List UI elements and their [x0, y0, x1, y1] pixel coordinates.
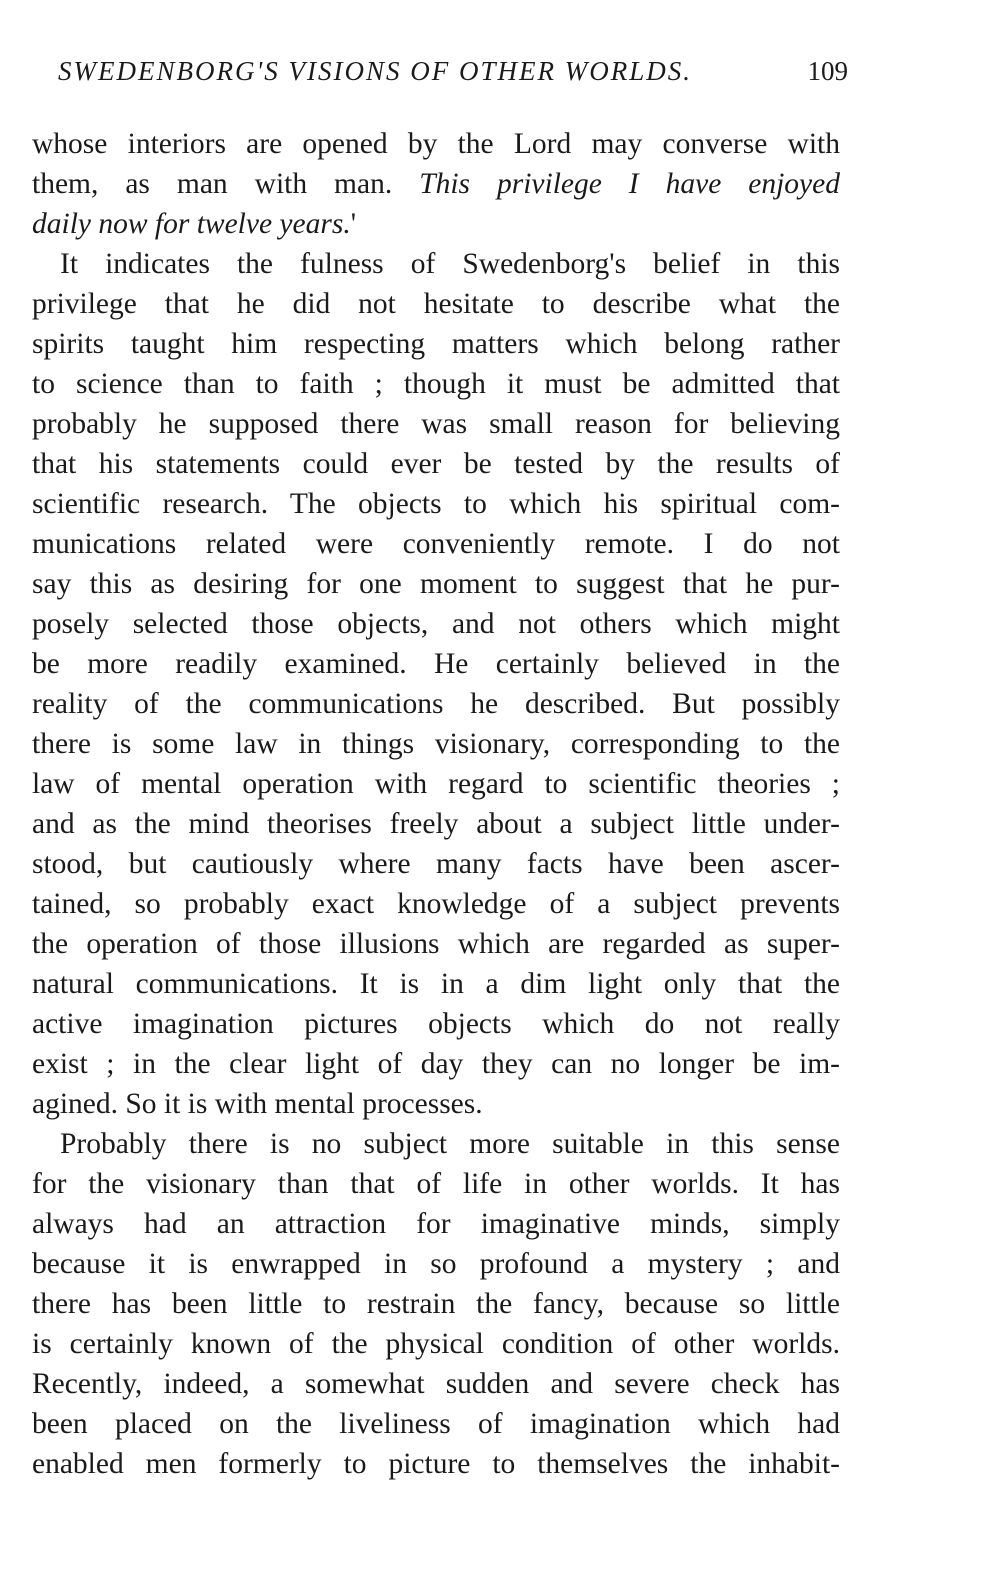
- text-segment: law of mental operation with regard to scientific theories ;: [32, 768, 840, 800]
- running-head-title: SWEDENBORG'S VISIONS OF OTHER WORLDS.: [58, 56, 692, 86]
- text-segment: and as the mind theorises freely about a subject little under-: [32, 808, 840, 840]
- text-line: [32, 604, 840, 644]
- text-line: [32, 164, 840, 204]
- text-segment: probably he supposed there was small reason for believing: [32, 408, 840, 440]
- text-line: [32, 1404, 840, 1444]
- text-line: [32, 724, 840, 764]
- text-segment: reality of the communications he described. But possibly: [32, 688, 840, 720]
- text-line: [32, 1444, 840, 1484]
- text-line: [32, 524, 840, 564]
- text-segment: to science than to faith ; though it must be admitted that: [32, 368, 840, 400]
- text-line: [32, 844, 840, 884]
- text-line: [32, 364, 840, 404]
- text-line: [32, 1044, 840, 1084]
- text-segment: them, as man with man.: [32, 168, 420, 200]
- text-line: [32, 444, 840, 484]
- text-line: [32, 1364, 840, 1404]
- text-line: [32, 284, 840, 324]
- text-segment: be more readily examined. He certainly believed in the: [32, 648, 840, 680]
- text-segment: munications related were conveniently remote. I do not: [32, 528, 840, 560]
- text-segment: the operation of those illusions which are regarded as super-: [32, 928, 840, 960]
- text-line: [32, 244, 840, 284]
- text-segment: natural communications. It is in a dim light only that the: [32, 968, 840, 1000]
- text-segment: active imagination pictures objects which do not really: [32, 1008, 840, 1040]
- page-number: 109: [807, 56, 848, 86]
- text-segment: always had an attraction for imaginative minds, simply: [32, 1208, 840, 1240]
- text-line: [32, 1284, 840, 1324]
- text-segment: Recently, indeed, a somewhat sudden and severe check has: [32, 1368, 840, 1400]
- italic-text-segment: This privilege I have enjoyed: [419, 168, 840, 200]
- text-segment: ': [350, 208, 357, 240]
- text-line: [32, 644, 840, 684]
- text-segment: there has been little to restrain the fancy, because so little: [32, 1288, 840, 1320]
- text-line: [32, 764, 840, 804]
- text-segment: say this as desiring for one moment to suggest that he pur-: [32, 568, 840, 600]
- text-line: [32, 1324, 840, 1364]
- text-line: [32, 484, 840, 524]
- text-line: [32, 1164, 840, 1204]
- text-segment: for the visionary than that of life in other worlds. It has: [32, 1168, 840, 1200]
- text-line: [32, 1204, 840, 1244]
- text-segment: spirits taught him respecting matters which belong rather: [32, 328, 840, 360]
- text-line: [32, 924, 840, 964]
- text-segment: there is some law in things visionary, corresponding to the: [32, 728, 840, 760]
- text-line: [32, 1084, 840, 1124]
- text-line: [32, 804, 840, 844]
- italic-text-segment: daily now for twelve years.: [32, 208, 351, 240]
- text-segment: whose interiors are opened by the Lord may converse with: [32, 128, 840, 160]
- text-segment: is certainly known of the physical condition of other worlds.: [32, 1328, 840, 1360]
- text-line: [32, 204, 840, 244]
- body-text: [32, 124, 840, 1484]
- text-line: [32, 324, 840, 364]
- text-segment: It indicates the fulness of Swedenborg's belief in this: [60, 248, 840, 280]
- text-line: [32, 404, 840, 444]
- text-segment: tained, so probably exact knowledge of a subject prevents: [32, 888, 840, 920]
- text-segment: enabled men formerly to picture to themselves the inhabit-: [32, 1448, 840, 1480]
- text-line: [32, 1004, 840, 1044]
- text-segment: that his statements could ever be tested by the results of: [32, 448, 840, 480]
- text-line: [32, 684, 840, 724]
- text-line: [32, 964, 840, 1004]
- text-segment: Probably there is no subject more suitable in this sense: [60, 1128, 840, 1160]
- text-segment: because it is enwrapped in so profound a mystery ; and: [32, 1248, 840, 1280]
- text-segment: scientific research. The objects to which his spiritual com-: [32, 488, 840, 520]
- text-line: [32, 564, 840, 604]
- text-segment: privilege that he did not hesitate to describe what the: [32, 288, 840, 320]
- text-segment: agined. So it is with mental processes.: [32, 1088, 483, 1120]
- text-line: [32, 884, 840, 924]
- text-segment: stood, but cautiously where many facts have been ascer-: [32, 848, 840, 880]
- text-line: [32, 124, 840, 164]
- text-segment: been placed on the liveliness of imagination which had: [32, 1408, 840, 1440]
- running-head: [58, 56, 848, 92]
- text-line: [32, 1124, 840, 1164]
- text-segment: exist ; in the clear light of day they can no longer be im-: [32, 1048, 840, 1080]
- text-segment: posely selected those objects, and not others which might: [32, 608, 840, 640]
- text-line: [32, 1244, 840, 1284]
